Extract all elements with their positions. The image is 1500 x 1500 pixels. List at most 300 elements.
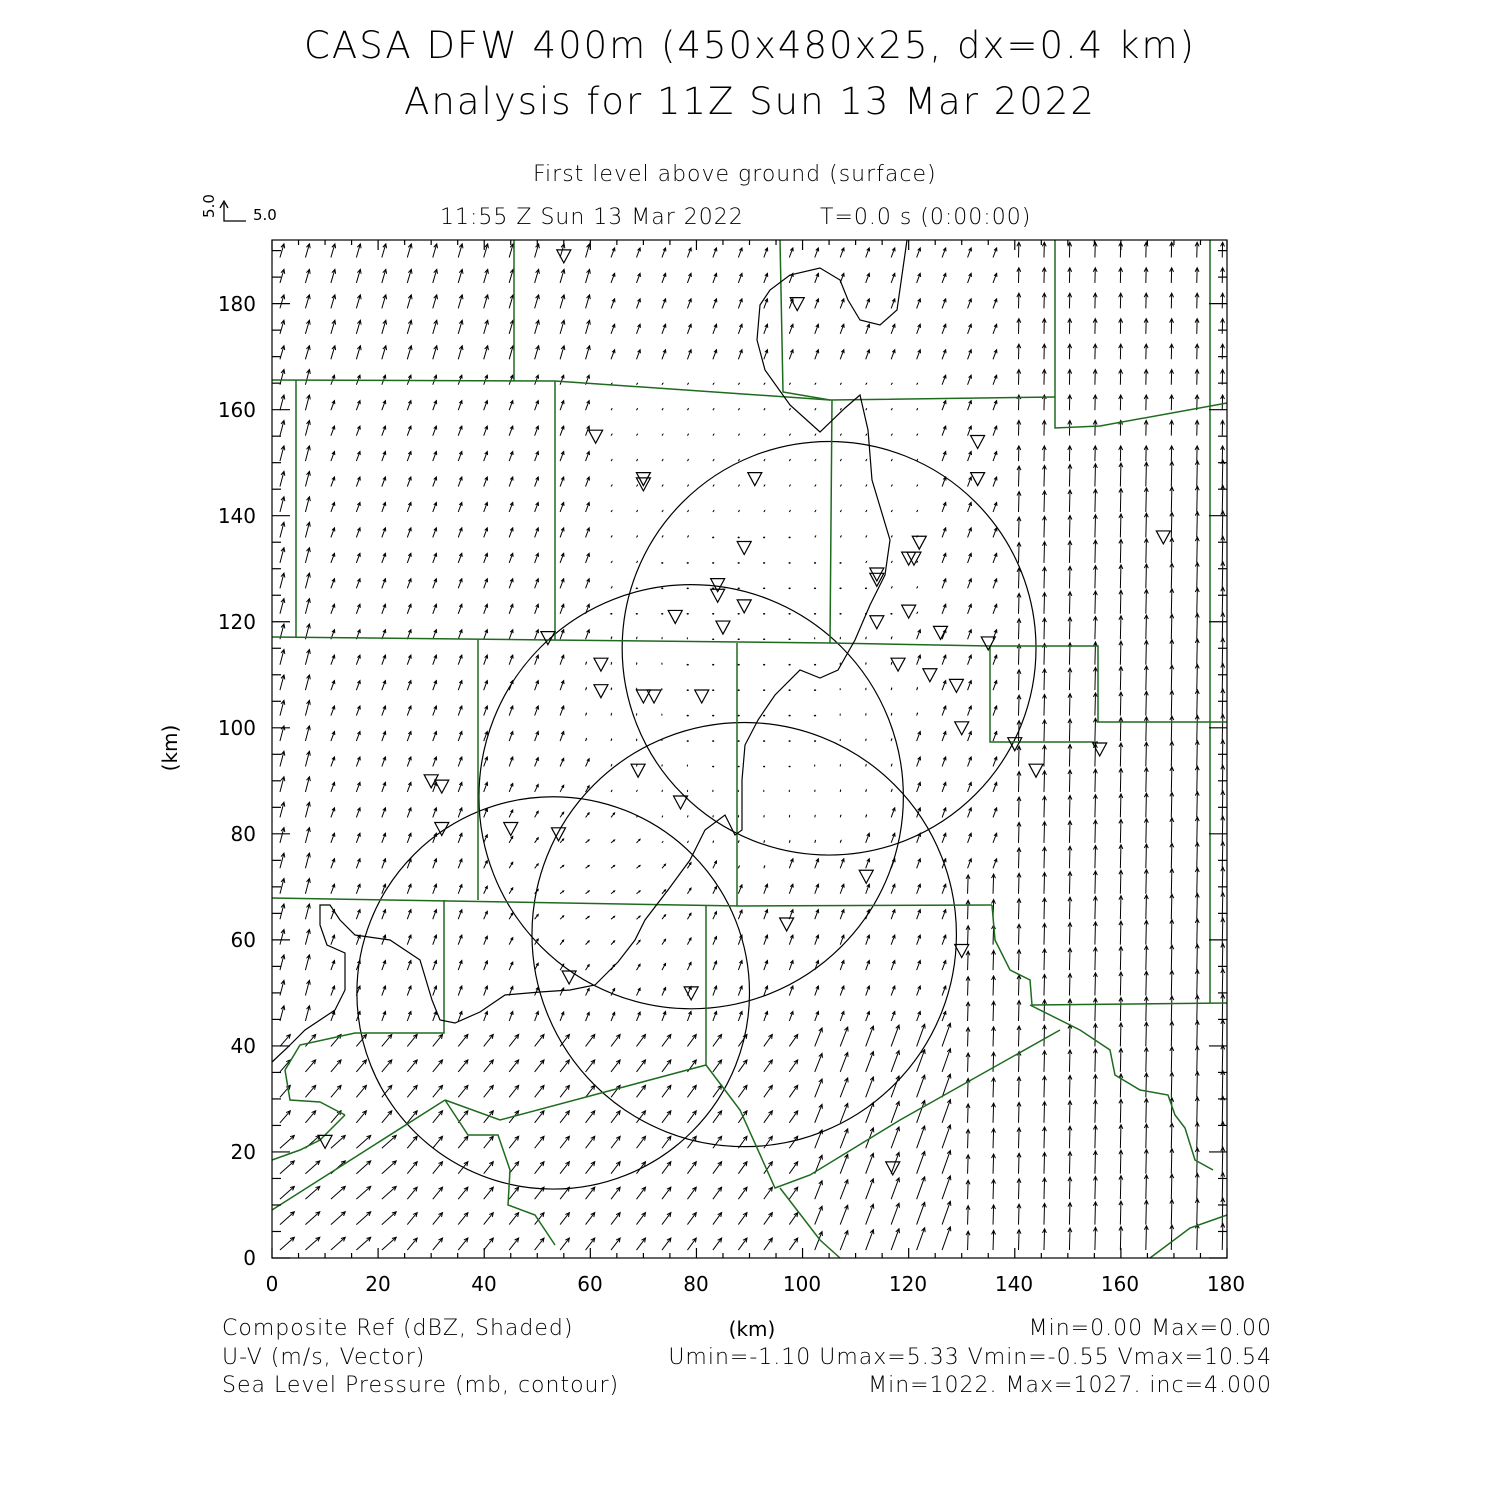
wind-vector: [509, 1085, 519, 1097]
wind-vector: [382, 706, 386, 716]
wind-vector: [840, 910, 844, 920]
y-tick-label: 180: [217, 292, 256, 316]
wind-vector: [1042, 242, 1046, 257]
wind-vector: [1144, 1048, 1148, 1072]
y-tick-label: 60: [230, 928, 256, 952]
wind-vector: [458, 1238, 468, 1250]
wind-vector: [1170, 395, 1174, 410]
wind-vector: [1093, 319, 1097, 334]
wind-vector: [1144, 1226, 1148, 1250]
wind-vector: [1119, 921, 1123, 945]
wind-vector: [509, 1187, 519, 1199]
wind-vector: [992, 1103, 996, 1123]
wind-vector: [509, 962, 513, 970]
wind-vector: [407, 782, 411, 792]
wind-vector: [1042, 720, 1046, 741]
wind-vector: [840, 1180, 848, 1199]
wind-vector: [942, 324, 946, 334]
wind-vector: [305, 904, 310, 919]
wind-vector: [1017, 975, 1021, 995]
wind-vector: [382, 1186, 396, 1199]
wind-vector: [280, 446, 285, 461]
wind-vector: [1093, 540, 1097, 563]
wind-vector: [535, 1034, 544, 1046]
wind-vector: [917, 511, 918, 512]
wind-vector: [1042, 516, 1046, 537]
wind-vector: [611, 739, 612, 741]
wind-vector: [305, 446, 310, 461]
wind-vector: [866, 460, 867, 461]
wind-vector: [1068, 1126, 1072, 1148]
wind-vector: [611, 1187, 620, 1199]
wind-vector: [917, 485, 918, 486]
wind-vector: [891, 273, 895, 283]
wind-vector: [433, 986, 437, 996]
wind-vector: [560, 477, 564, 487]
wind-vector: [1195, 1021, 1199, 1047]
wind-vector: [636, 536, 637, 537]
wind-vector: [356, 1135, 370, 1148]
wind-vector: [1017, 1026, 1021, 1046]
wind-vector: [891, 511, 892, 512]
wind-vector: [891, 739, 892, 741]
wind-vector: [356, 1085, 366, 1097]
wind-vector: [891, 960, 895, 970]
wind-vector: [560, 1162, 569, 1174]
wind-vector: [840, 1154, 848, 1173]
wind-vector: [382, 731, 386, 741]
wind-vector: [458, 451, 462, 461]
wind-vector: [331, 528, 335, 538]
wind-vector: [1017, 1001, 1021, 1021]
wind-vector: [586, 269, 591, 283]
wind-vector: [917, 935, 921, 945]
wind-vector: [1068, 1075, 1072, 1097]
wind-vector: [1093, 1024, 1097, 1047]
wind-vector: [586, 759, 590, 767]
wind-vector: [305, 320, 310, 334]
wind-vector: [1170, 1021, 1174, 1046]
wind-vector: [815, 859, 819, 869]
wind-vector: [1195, 970, 1199, 996]
wind-vector: [764, 1085, 773, 1097]
wind-vector: [305, 573, 310, 588]
wind-vector: [662, 1238, 671, 1250]
wind-vector: [1119, 1023, 1123, 1047]
wind-vector: [433, 426, 437, 436]
wind-vector: [331, 655, 335, 665]
wind-vector: [1221, 664, 1225, 691]
wind-vector: [687, 1034, 696, 1046]
wind-vector: [891, 790, 892, 792]
wind-vector: [560, 1085, 569, 1097]
wind-vector: [636, 865, 640, 868]
wind-vector: [560, 401, 564, 411]
wind-vector: [1170, 538, 1174, 563]
wind-vector: [1144, 319, 1148, 334]
wind-vector: [1119, 1125, 1123, 1149]
wind-vector: [1042, 1000, 1046, 1021]
wind-vector: [764, 841, 765, 843]
wind-vector: [992, 1129, 996, 1149]
wind-vector: [535, 553, 539, 563]
wind-vector: [1017, 670, 1021, 690]
wind-vector: [942, 960, 946, 970]
wind-vector: [917, 587, 918, 588]
wind-vector: [815, 511, 816, 512]
wind-vector: [636, 273, 640, 283]
wind-vector: [891, 350, 895, 360]
wind-vector: [331, 986, 335, 996]
wind-vector: [1042, 370, 1046, 385]
wind-vector: [764, 935, 768, 945]
wind-vector: [1119, 667, 1123, 691]
wind-vector: [1042, 873, 1046, 894]
wind-vector: [484, 375, 488, 385]
wind-vector: [611, 485, 612, 486]
wind-vector: [458, 401, 462, 411]
wind-vector: [789, 1034, 797, 1046]
wind-vector: [687, 511, 688, 512]
wind-vector: [586, 840, 590, 843]
wind-vector: [1042, 771, 1046, 792]
wind-vector: [1221, 511, 1225, 538]
wind-vector: [331, 346, 336, 360]
wind-vector: [738, 299, 742, 309]
wind-vector: [305, 726, 310, 741]
wind-vector: [687, 536, 688, 537]
wind-vector: [636, 1060, 645, 1072]
wind-vector: [1017, 1230, 1021, 1250]
wind-vector: [356, 401, 360, 411]
wind-vector: [433, 935, 437, 945]
wind-vector: [866, 859, 870, 869]
wind-vector: [1017, 644, 1021, 664]
wind-vector: [484, 809, 488, 818]
wind-vector: [458, 320, 463, 334]
wind-vector: [1195, 741, 1199, 767]
model-time: T=0.0 s (0:00:00): [820, 205, 1032, 230]
wind-vector: [1017, 899, 1021, 919]
wind-vector: [484, 528, 488, 538]
wind-vector: [407, 681, 411, 691]
wind-vector: [535, 987, 539, 995]
wind-vector: [535, 758, 539, 767]
wind-vector: [917, 350, 921, 360]
wind-vector: [611, 248, 615, 258]
wind-vector: [407, 477, 411, 487]
wind-vector: [917, 409, 918, 410]
wind-vector: [535, 451, 539, 461]
wind-vector: [305, 980, 310, 995]
wind-vector: [815, 841, 816, 843]
wind-vector: [382, 859, 386, 869]
wind-vector: [840, 460, 841, 461]
wind-vector: [1068, 1177, 1072, 1199]
wind-vector: [484, 655, 488, 665]
wind-vector: [1017, 619, 1021, 639]
wind-vector: [1221, 1173, 1225, 1200]
wind-vector: [815, 409, 816, 410]
wind-vector: [382, 1111, 392, 1123]
wind-vector: [1221, 1071, 1225, 1098]
wind-vector: [1144, 1200, 1148, 1224]
wind-vector: [611, 688, 612, 690]
wind-vector: [1170, 1047, 1174, 1072]
wind-vector: [966, 1053, 970, 1072]
wind-vector: [509, 1060, 519, 1072]
wind-vector: [942, 299, 946, 309]
wind-vector: [458, 604, 462, 614]
wind-vector: [866, 1026, 874, 1046]
wind-vector: [1195, 817, 1199, 843]
wind-vector: [942, 655, 946, 665]
wind-vector: [484, 1187, 494, 1199]
wind-vector: [1068, 490, 1072, 512]
wind-vector: [891, 884, 895, 894]
wind-vector: [382, 346, 387, 360]
wind-vector: [1068, 592, 1072, 614]
wind-vector: [433, 884, 437, 894]
wind-vector: [433, 1085, 443, 1097]
wind-vector: [636, 663, 637, 665]
reference-vector-u-label: 5.0: [253, 206, 277, 224]
wind-vector: [1119, 1201, 1123, 1225]
wind-vector: [560, 1136, 569, 1148]
wind-vector: [738, 960, 742, 970]
wind-vector: [1068, 395, 1072, 410]
wind-vector: [356, 655, 360, 665]
radar-station-marker: [594, 658, 608, 671]
wind-vector: [636, 248, 640, 258]
wind-vector: [738, 1162, 747, 1174]
wind-vector: [840, 840, 841, 842]
wind-vector: [407, 295, 412, 309]
wind-vector: [815, 485, 816, 486]
wind-vector: [815, 935, 819, 945]
wind-vector: [966, 1231, 970, 1250]
wind-vector: [687, 1085, 696, 1097]
wind-vector: [917, 1177, 926, 1199]
wind-vector: [917, 248, 921, 258]
wind-vector: [662, 816, 663, 817]
wind-vector: [687, 273, 691, 283]
wind-vector: [738, 248, 742, 258]
radar-station-marker: [636, 473, 650, 486]
wind-vector: [968, 451, 972, 461]
wind-vector: [891, 833, 895, 843]
wind-vector: [662, 273, 666, 283]
wind-vector: [331, 935, 335, 945]
wind-vector: [305, 497, 310, 512]
wind-vector: [433, 731, 437, 741]
radar-station-marker: [971, 435, 985, 448]
wind-vector: [738, 1187, 747, 1199]
wind-vector: [611, 1034, 620, 1046]
wind-vector: [458, 528, 462, 538]
wind-vector: [993, 401, 997, 411]
wind-vector: [1119, 1048, 1123, 1072]
wind-vector: [1068, 948, 1072, 970]
wind-vector: [1093, 446, 1097, 461]
wind-vector: [866, 1077, 874, 1097]
wind-vector: [382, 502, 386, 512]
wind-vector: [305, 471, 310, 486]
wind-vector: [1170, 945, 1174, 970]
radar-station-marker: [923, 669, 937, 682]
wind-vector: [1170, 344, 1174, 359]
wind-vector: [917, 561, 918, 562]
radar-station-marker: [934, 626, 948, 639]
wind-vector: [280, 675, 285, 690]
wind-vector: [1221, 1223, 1225, 1250]
wind-vector: [966, 900, 970, 919]
wind-vector: [891, 248, 895, 258]
wind-vector: [866, 1153, 874, 1173]
wind-vector: [433, 295, 438, 309]
wind-vector: [1017, 1077, 1021, 1097]
wind-vector: [815, 434, 816, 435]
wind-vector: [535, 320, 540, 334]
wind-vector: [992, 976, 996, 996]
wind-vector: [636, 383, 637, 384]
wind-vector: [382, 1212, 396, 1225]
wind-vector: [484, 861, 488, 869]
wind-vector: [687, 962, 691, 970]
wind-vector: [560, 320, 565, 334]
wind-vector: [1170, 420, 1174, 435]
wind-vector: [662, 536, 663, 537]
wind-vector: [1042, 491, 1046, 512]
wind-vector: [1017, 1179, 1021, 1199]
wind-vector: [1195, 715, 1199, 741]
wind-vector: [866, 1204, 874, 1224]
wind-vector: [509, 1034, 519, 1046]
wind-vector: [382, 244, 387, 258]
wind-vector: [382, 528, 386, 538]
wind-vector: [305, 802, 310, 817]
wind-vector: [1017, 319, 1021, 334]
wind-vector: [1017, 848, 1021, 868]
wind-vector: [1093, 268, 1097, 283]
wind-vector: [560, 891, 564, 894]
wind-vector: [789, 1187, 797, 1199]
wind-vector: [305, 1237, 319, 1250]
wind-vector: [636, 460, 637, 461]
wind-vector: [586, 1111, 595, 1123]
wind-vector: [840, 1231, 848, 1250]
wind-vector: [611, 350, 615, 360]
wind-vector: [1093, 1176, 1097, 1199]
wind-vector: [1221, 867, 1225, 894]
wind-vector: [280, 649, 285, 664]
wind-vector: [993, 706, 997, 716]
wind-vector: [535, 1238, 544, 1250]
wind-vector: [942, 706, 946, 716]
wind-vector: [356, 502, 360, 512]
wind-vector: [1170, 894, 1174, 919]
wind-vector: [407, 604, 411, 614]
wind-vector: [535, 864, 539, 868]
radar-station-marker: [695, 690, 709, 703]
wind-vector: [1017, 293, 1021, 308]
wind-vector: [586, 739, 587, 741]
wind-vector: [331, 833, 335, 843]
wind-vector: [382, 320, 387, 334]
wind-vector: [433, 960, 437, 970]
wind-vector: [636, 839, 640, 843]
wind-vector: [458, 885, 462, 894]
footer-field-1: Composite Ref (dBZ, Shaded): [222, 1316, 574, 1341]
wind-vector: [535, 295, 540, 309]
wind-vector: [815, 1053, 823, 1071]
wind-vector: [535, 706, 539, 716]
wind-vector: [1195, 893, 1199, 919]
wind-vector: [586, 916, 590, 919]
wind-vector: [331, 426, 335, 436]
wind-vector: [509, 346, 514, 360]
wind-vector: [458, 269, 463, 283]
wind-vector: [1221, 395, 1225, 410]
wind-vector: [356, 757, 360, 767]
wind-vector: [1068, 846, 1072, 868]
wind-vector: [1042, 420, 1046, 435]
wind-vector: [840, 790, 841, 792]
wind-vector: [1068, 999, 1072, 1021]
wind-vector: [764, 434, 765, 435]
wind-vector: [356, 346, 361, 360]
wind-vector: [611, 299, 615, 309]
wind-vector: [636, 765, 637, 767]
wind-vector: [968, 375, 972, 385]
wind-vector: [1170, 767, 1174, 792]
wind-vector: [891, 714, 892, 716]
wind-vector: [917, 299, 921, 309]
wind-vector: [586, 1136, 595, 1148]
wind-vector: [992, 1230, 996, 1250]
wind-vector: [1042, 446, 1046, 461]
wind-vector: [942, 451, 946, 461]
wind-vector: [968, 833, 972, 843]
wind-vector: [1068, 1024, 1072, 1046]
wind-vector: [840, 409, 841, 410]
wind-vector: [1144, 946, 1148, 970]
wind-vector: [1144, 395, 1148, 410]
wind-vector: [535, 579, 539, 589]
wind-vector: [891, 1025, 899, 1046]
wind-vector: [280, 395, 285, 410]
wind-vector: [433, 502, 437, 512]
wind-vector: [331, 706, 335, 716]
wind-vector: [1017, 1102, 1021, 1122]
wind-vector: [1093, 922, 1097, 945]
wind-vector: [382, 295, 387, 309]
wind-vector: [535, 914, 539, 919]
wind-vector: [942, 1201, 951, 1224]
wind-vector: [433, 1238, 443, 1250]
wind-vector: [1042, 1152, 1046, 1173]
wind-vector: [509, 477, 513, 487]
wind-vector: [433, 910, 437, 920]
wind-vector: [1221, 765, 1225, 792]
reference-vector: [200, 194, 277, 224]
wind-vector: [407, 833, 411, 843]
wind-vector: [968, 273, 972, 283]
wind-vector: [662, 324, 666, 334]
wind-vector: [917, 782, 921, 792]
wind-vector: [687, 434, 688, 435]
wind-vector: [968, 579, 972, 589]
